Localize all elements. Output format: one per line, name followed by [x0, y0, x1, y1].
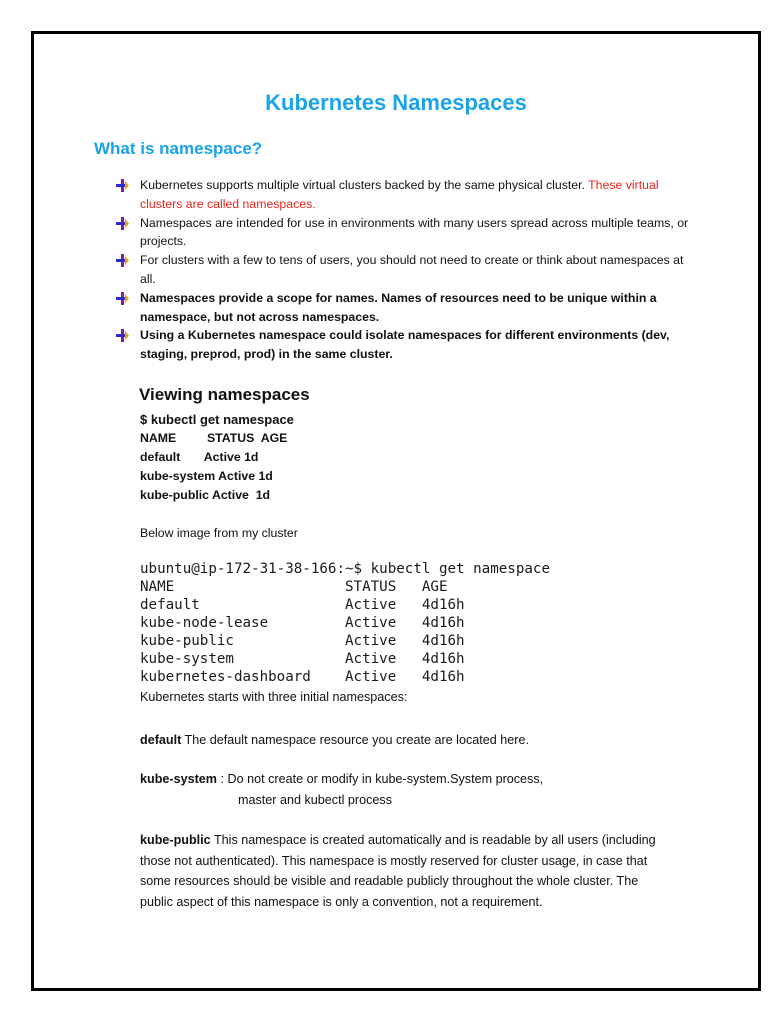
bullet-text: Namespaces provide a scope for names. Names of resources need to be unique within a namespace, but not across namespaces.: [140, 290, 657, 324]
arrow-bullet-icon: [116, 179, 129, 192]
page-title: Kubernetes Namespaces: [265, 90, 527, 115]
bullet-list: [112, 176, 692, 364]
arrow-bullet-icon: [116, 329, 129, 342]
bullet-red-text: These virtual clusters are called namespaces.: [140, 178, 659, 211]
arrow-bullet-icon: [116, 254, 129, 267]
list-item: [112, 289, 692, 327]
terminal-row: NAME STATUS AGE: [140, 579, 448, 595]
terminal-row: kubernetes-dashboard Active 4d16h: [140, 669, 465, 685]
definition-term: kube-system: [140, 772, 217, 786]
image-caption: Below image from my cluster: [140, 526, 298, 540]
section-heading-viewing-namespaces: Viewing namespaces: [139, 385, 310, 404]
terminal-row: kube-node-lease Active 4d16h: [140, 615, 465, 631]
terminal-row: kube-system Active 4d16h: [140, 651, 465, 667]
definition-text: The default namespace resource you create are located here.: [181, 733, 529, 747]
output-line: default Active 1d: [140, 450, 259, 464]
definition-default: [140, 730, 660, 751]
section-heading-what-is-namespace: What is namespace?: [94, 139, 263, 158]
definition-kube-public: [140, 830, 660, 912]
arrow-bullet-icon: [116, 292, 129, 305]
command-line: $ kubectl get namespace: [140, 412, 294, 427]
output-line: NAME STATUS AGE: [140, 431, 288, 445]
intro-text: Kubernetes starts with three initial namespaces:: [140, 690, 408, 704]
definition-term: kube-public: [140, 833, 211, 847]
command-example: [140, 410, 294, 505]
output-line: kube-system Active 1d: [140, 469, 273, 483]
output-line: kube-public Active 1d: [140, 488, 271, 502]
bullet-text: Kubernetes supports multiple virtual clusters backed by the same physical cluster.: [140, 178, 589, 192]
document-page: [31, 31, 761, 991]
arrow-bullet-icon: [116, 217, 129, 230]
definition-text-continued: master and kubectl process: [238, 792, 392, 807]
definition-text: : Do not create or modify in kube-system.System process,: [217, 772, 544, 786]
terminal-prompt-line: ubuntu@ip-172-31-38-166:~$ kubectl get namespace: [140, 561, 550, 577]
list-item: [112, 326, 692, 364]
bullet-text: Namespaces are intended for use in environments with many users spread across multiple teams, or projects.: [140, 215, 689, 249]
list-item: [112, 214, 692, 252]
definition-kube-system: [140, 769, 660, 810]
bullet-text: Using a Kubernetes namespace could isolate namespaces for different environments (dev, staging, preprod, prod) in the same cluster.: [140, 328, 670, 362]
bullet-text: For clusters with a few to tens of users, you should not need to create or think about namespaces at all.: [140, 253, 684, 286]
terminal-screenshot: [140, 560, 600, 686]
list-item: [112, 251, 692, 289]
definition-term: default: [140, 733, 182, 747]
definition-text: This namespace is created automatically and is readable by all users (including those not authenticated). This namespace is mostly reserved for cluster usage, in case that some resources should be visible and readable publicly throughout the whole cluster. The public aspect of this namespace is only a convention, not a requirement.: [140, 833, 656, 909]
list-item: [112, 176, 692, 214]
terminal-row: default Active 4d16h: [140, 597, 465, 613]
terminal-row: kube-public Active 4d16h: [140, 633, 465, 649]
